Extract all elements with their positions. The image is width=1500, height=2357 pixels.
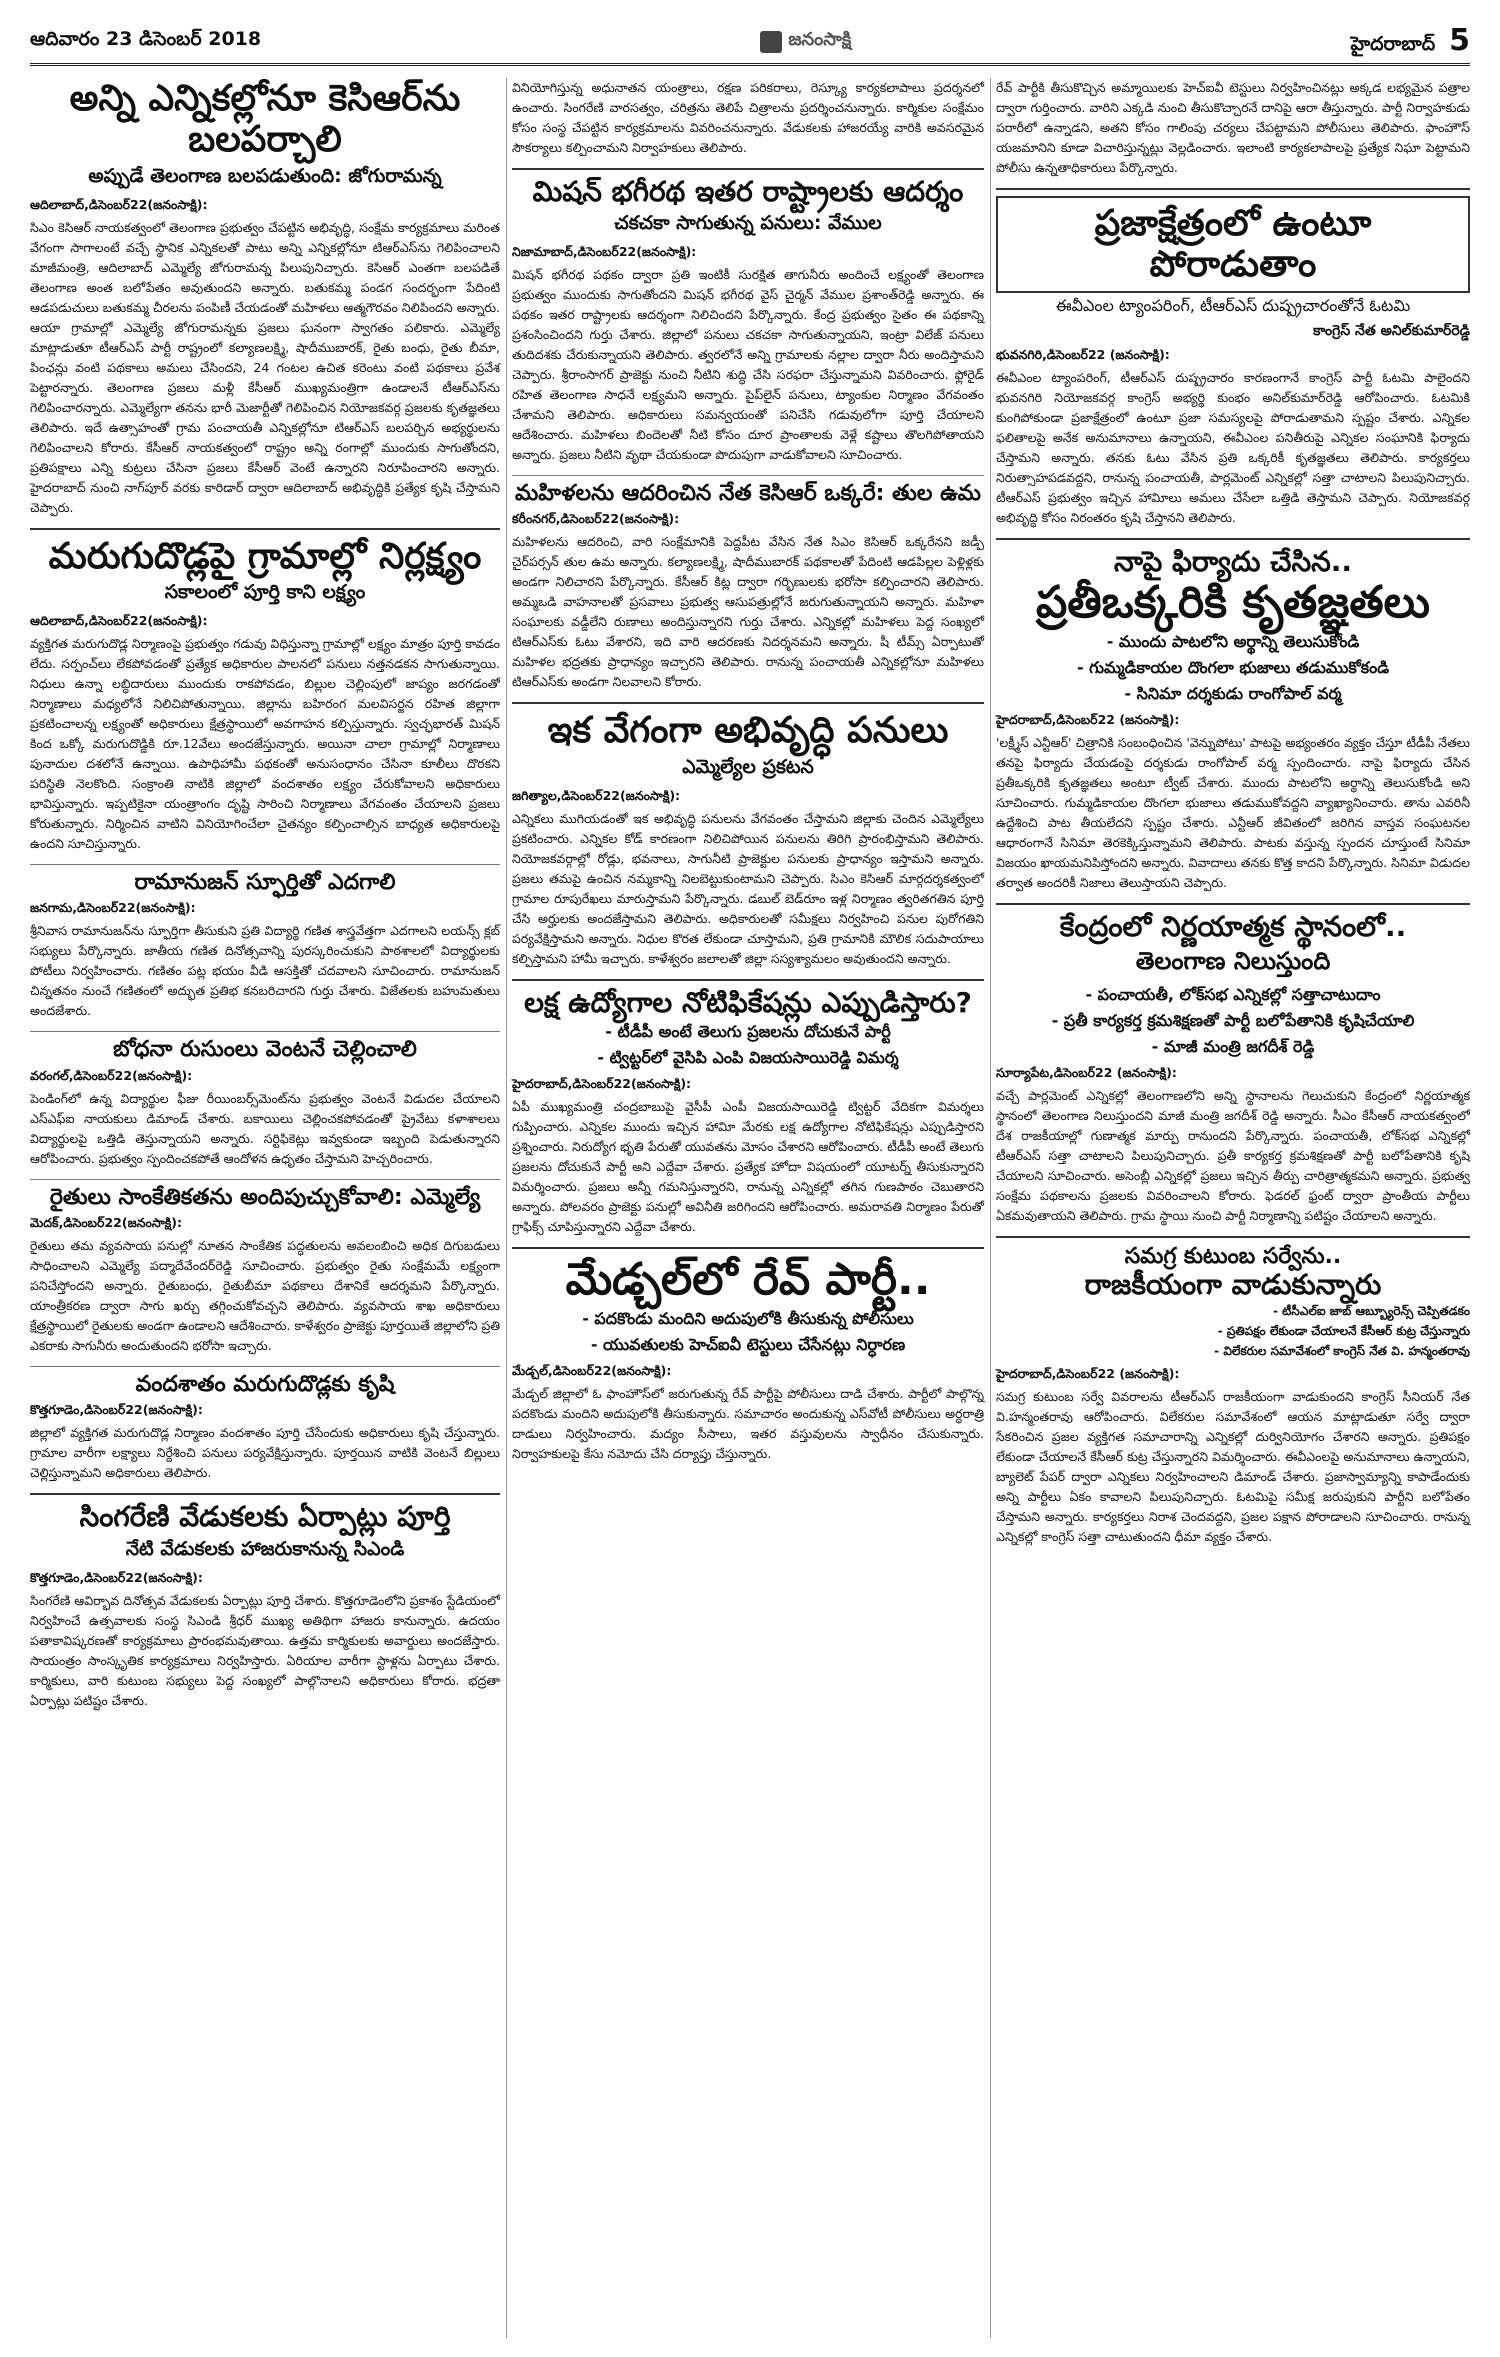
newspaper-page	[30, 20, 1470, 2340]
column-left	[30, 78, 500, 1721]
divider	[30, 1179, 500, 1180]
headline: ప్రతీఒక్కరికి కృతజ్ఞతలు	[1035, 576, 1431, 628]
dateline: జనగామ,డిసెంబర్‌22(జనంసాక్షి):	[30, 900, 196, 916]
headline-line-2: రాజకీయంగా వాడుకున్నారు	[1084, 1268, 1382, 1302]
dateline: హైదరాబాద్‌,డిసెంబర్‌22(జనంసాక్షి):	[512, 1076, 692, 1092]
column-divider	[506, 78, 507, 2338]
headline-line-1: సమగ్ర కుటుంబ సర్వేను..	[1124, 1243, 1342, 1269]
edition-city: హైదరాబాద్	[1350, 33, 1436, 55]
headline: కేంద్రంలో నిర్ణయాత్మక స్థానంలో..	[1059, 909, 1407, 943]
divider	[30, 1031, 500, 1032]
bullet-point: - టీసీఎల్‌ఐ జాబ్‌ ఆబ్బ్యూరెన్స్‌ చెప్పితడకం	[1272, 1304, 1470, 1319]
subheadline: ఎమ్మెల్యేల ప్రకటన	[682, 755, 814, 778]
article-anil-kumar-reddy	[996, 196, 1470, 528]
article-body: మేడ్చల్‌ జిల్లాలో ఓ ఫాంహౌస్‌లో జరుగుతున్న రేవ్‌ పార్టీపై పోలీసులు దాడి చేశారు. పార్టీలో పాల్గొన్న పదకొండు మందిని అదుపులోకి తీసుకున్నారు. సమాచారం అందుకున్న ఎస్‌వోటీ పోలీసులు అర్ధరాత్రి దాడులు నిర్వహించారు. మద్యం సీసాలు, ఇతర వస్తువులను స్వాధీనం చేసుకున్నారు. నిర్వాహకులపై కేసు నమోదు చేసి దర్యాప్తు చేస్తున్నారు.	[512, 1385, 984, 1461]
dateline: మెదక్‌,డిసెంబర్‌22(జనంసాక్షి):	[30, 1215, 182, 1231]
article-body: పెండింగ్‌లో ఉన్న విద్యార్థుల ఫీజు రీయింబర్స్‌మెంట్‌ను ప్రభుత్వం వెంటనే విడుదల చేయాలని ఎస్‌ఎఫ్‌ఐ నాయకులు డిమాండ్‌ చేశారు. బకాయిలు చెల్లించకపోవడంతో ప్రైవేటు కళాశాలలు విద్యార్థులపై ఒత్తిడి తెస్తున్నాయని అన్నారు. సర్టిఫికెట్లు ఇవ్వకుండా ఇబ్బంది పెడుతున్నారని ఆరోపించారు. ప్రభుత్వం స్పందించకపోతే ఆందోళన ఉధృతం చేస్తామని హెచ్చరించారు.	[30, 1090, 500, 1166]
article-body: సిఎం కెసిఆర్‌ నాయకత్వంలో తెలంగాణ ప్రభుత్వం చేపట్టిన అభివృద్ధి, సంక్షేమ కార్యక్రమాలు మరింత వేగంగా సాగాలంటే వచ్చే స్థానిక ఎన్నికలతో పాటు అన్ని ఎన్నికల్లోనూ టిఆర్‌ఎస్‌ను గెలిపించాలని మాజీమంత్రి, ఆదిలాబాద్‌ ఎమ్మెల్యే జోగురామన్న పిలుపునిచ్చారు. కెసిఆర్‌ ఎంతగా బలపడితే తెలంగాణ అంత బలోపేతం అవుతుందని అన్నారు. బతుకమ్మ పండగ సందర్భంగా పేదింటి ఆడపడుచులు బతుకమ్మ చీరలను పంపిణీ చేయడంతో మహిళలు ఆత్మగౌరవం నిలిపిందని అన్నారు. ఆయా గ్రామాల్లో ఎమ్మెల్యే జోగురామన్నకు ప్రజలు ఘనంగా స్వాగతం పలికారు. ఎమ్మెల్యే మాట్లాడుతూ టీఆర్‌ఎస్‌ పార్టీ రాష్ట్రంలో కల్యాణలక్ష్మి, షాదీముబారక్‌, రైతు బంధు, రైతు బీమా, పింఛన్లు వంటి పథకాలు అమలు చేసిందని, 24 గంటల ఉచిత కరెంటు వంటి పథకాలు ప్రవేశ పెట్టారన్నారు. తెలంగాణ ప్రజలు మళ్లీ కేసీఆర్‌ ముఖ్యమంత్రిగా ఉండాలనే టీఆర్‌ఎస్‌ను గెలిపించారన్నారు. ఎమ్మెల్యేగా తనను భారీ మెజార్టీతో గెలిపించిన నియోజకవర్గ ప్రజలకు కృతజ్ఞతలు తెలిపారు. ఇదే ఉత్సాహంతో గ్రామ పంచాయతీ ఎన్నికల్లోనూ టిఆర్‌ఎస్‌ బలపర్చిన అభ్యర్థులను గెలిపించాలని కోరారు. కేసీఆర్‌ నాయకత్వంలో రాష్ట్రం అన్ని రంగాల్లో ముందుకు సాగుతోందని, ప్రతిపక్షాలు ఎన్ని కుట్రలు చేసినా ప్రజలు కేసీఆర్‌ వెంటే ఉన్నారని నిరూపించారని అన్నారు. హైదరాబాద్‌ నుంచి నాగ్‌పూర్‌ వరకు కారిడార్‌ ద్వారా ఆదిలాబాద్‌ అభివృద్ధికి ప్రత్యేక కృషి చేస్తామని చెప్పారు.	[30, 219, 500, 515]
subheadline: సకాలంలో పూర్తి కాని లక్ష్యం	[164, 581, 366, 604]
article-body: వినియోగిస్తున్న అధునాతన యంత్రాలు, రక్షణ పరికరాలు, రెస్క్యూ కార్యకలాపాలు ప్రదర్శనలో ఉంచారు. సింగరేణి వారసత్వం, చరిత్రను తెలిపే చిత్రాలను ప్రదర్శించనున్నారు. కార్మికుల సంక్షేమం కోసం సంస్థ చేపట్టిన కార్యక్రమాలను వివరించనున్నారు. వేడుకలకు హాజరయ్యే వారికి అవసరమైన సౌకర్యాలు కల్పించామని నిర్వాహకులు తెలిపారు.	[512, 80, 984, 155]
article-jagadish-reddy	[996, 911, 1470, 1226]
bullet-point: - పంచాయతీ, లోక్‌సభ ఎన్నికల్లో సత్తాచాటుదాం	[1085, 984, 1381, 1004]
dateline: హైదరాబాద్‌,డిసెంబర్‌22 (జనంసాక్షి):	[996, 1366, 1180, 1382]
article-body: శ్రీనివాస రామానుజన్‌ను స్ఫూర్తిగా తీసుకుని ప్రతి విద్యార్థి గణిత శాస్త్రవేత్తగా ఎదగాలని లయన్స్‌ క్లబ్‌ సభ్యులు పేర్కొన్నారు. జాతీయ గణిత దినోత్సవాన్ని పురస్కరించుకుని పాఠశాలలో విద్యార్థులకు పోటీలు నిర్వహించారు. గణితం పట్ల భయం వీడి ఆసక్తితో చదవాలని సూచించారు. రామానుజన్‌ చిన్నతనం నుంచే గణితంలో అద్భుత ప్రతిభ కనబరిచారని గుర్తు చేశారు. విజేతలకు బహుమతులు అందజేశారు.	[30, 923, 500, 1019]
divider	[996, 188, 1470, 190]
bullet-point: - యువతులకు హెచ్‌ఐవీ టెస్టులు చేసేనట్లు నిర్ధారణ	[590, 1334, 906, 1354]
article-body: వ్యక్తిగత మరుగుదొడ్ల నిర్మాణంపై ప్రభుత్వం గడువు విధిస్తున్నా గ్రామాల్లో లక్ష్యం మాత్రం పూర్తి కావడం లేదు. సర్పంచ్‌లు లేకపోవడంతో ప్రత్యేక అధికారుల పాలనలో పనులు నత్తనడకన సాగుతున్నాయి. నిధులు ఉన్నా లబ్ధిదారులు ముందుకు రాకపోవడం, బిల్లుల చెల్లింపులో జాప్యం జరగడంతో నిర్మాణాలు మధ్యలోనే నిలిచిపోతున్నాయి. జిల్లాను బహిరంగ మలవిసర్జన రహిత జిల్లాగా ప్రకటించాలన్న లక్ష్యంతో అధికారులు క్షేత్రస్థాయిలో అవగాహన కల్పిస్తున్నారు. స్వచ్ఛభారత్‌ మిషన్‌ కింద ఒక్కో మరుగుదొడ్డికి రూ.12వేలు అందజేస్తున్నారు. అయినా చాలా గ్రామాల్లో నిర్మాణాలు పునాదుల దశలోనే ఉన్నాయి. ఉపాధిహామీ పథకంతో అనుసంధానం చేసినా కూలీలు దొరకని పరిస్థితి నెలకొంది. సంక్రాంతి నాటికి జిల్లాలో వందశాతం లక్ష్యం చేరుకోవాలని అధికారులు భావిస్తున్నారు. ఇప్పటికైనా యంత్రాంగం దృష్టి సారించి నిర్మాణాలు వేగవంతం చేయాలని ప్రజలు కోరుతున్నారు. నిర్మించిన వాటిని వినియోగించేలా చైతన్యం కల్పించాల్సిన బాధ్యత అధికారులపై ఉందని సూచిస్తున్నారు.	[30, 636, 500, 852]
article-job-notifications	[512, 987, 984, 1237]
dateline: నిజామాబాద్‌,డిసెంబర్‌22(జనంసాక్షి):	[512, 244, 697, 260]
bullet-point: - మాజీ మంత్రి జగదీశ్‌ రెడ్డి	[1151, 1036, 1315, 1056]
dateline: మేడ్చల్‌,డిసెంబర్‌22(జనంసాక్షి):	[512, 1362, 672, 1378]
column-middle	[512, 78, 984, 1474]
headline: రామానుజన్‌ స్ఫూర్తితో ఎదగాలి	[134, 870, 396, 896]
article-body: సమగ్ర కుటుంబ సర్వే వివరాలను టీఆర్‌ఎస్‌ రాజకీయంగా వాడుకుందని కాంగ్రెస్‌ సీనియర్‌ నేత వి.హన్మంతరావు ఆరోపించారు. విలేకరుల సమావేశంలో ఆయన మాట్లాడుతూ సర్వే ద్వారా సేకరించిన ప్రజల వ్యక్తిగత సమాచారాన్ని ఎన్నికల్లో దుర్వినియోగం చేశారని అన్నారు. ప్రతిపక్షం లేకుండా చేయాలనే కేసీఆర్‌ కుట్ర చేస్తున్నారని విమర్శించారు. ఈవీఎంలపై అనుమానాలు ఉన్నాయని, బ్యాలెట్‌ పేపర్‌ ద్వారా ఎన్నికలు నిర్వహించాలని డిమాండ్‌ చేశారు. ప్రజాస్వామ్యాన్ని కాపాడేందుకు అన్ని పార్టీలు ఏకం కావాలని పిలుపునిచ్చారు. ఓటమిపై సమీక్ష జరుపుకుని పార్టీని బలోపేతం చేస్తామని అన్నారు. కార్యకర్తలు నిరాశ చెందవద్దని, ప్రజల పక్షాన పోరాడాలని సూచించారు. రానున్న ఎన్నికల్లో కాంగ్రెస్‌ సత్తా చాటుతుందని ధీమా వ్యక్తం చేశారు.	[996, 1389, 1470, 1545]
byline: కాంగ్రెస్‌ నేత అనిల్‌కుమార్‌రెడ్డి	[1313, 322, 1470, 339]
headline: ఇక వేగంగా అభివృద్ధి పనులు	[547, 710, 949, 752]
headline: ప్రజాక్షేత్రంలో ఉంటూ పోరాడుతాం	[996, 196, 1470, 293]
headline: మేడ్చల్‌లో రేవ్‌ పార్టీ..	[565, 1254, 931, 1306]
article-continued	[512, 78, 984, 158]
divider	[30, 1493, 500, 1495]
bullet-point: - గుమ్మడికాయల దొంగలా భుజాలు తడుముకోకండి	[1076, 657, 1390, 677]
dateline: ఆదిలాబాద్‌,డిసెంబర్‌22(జనంసాక్షి):	[30, 196, 208, 212]
dateline: భువనగిరి,డిసెంబర్‌22 (జనంసాక్షి):	[996, 346, 1170, 362]
article-fees	[30, 1037, 500, 1168]
subheadline: చకచకా సాగుతున్న పనులు: వేముల	[614, 212, 882, 235]
article-body: 'లక్ష్మీస్‌ ఎన్టీఆర్‌' చిత్రానికి సంబంధించిన 'వెన్నుపోటు' పాటపై అభ్యంతరం వ్యక్తం చేస్తూ టీడీపీ నేతలు తనపై ఫిర్యాదు చేయడంపై దర్శకుడు రాంగోపాల్‌ వర్మ స్పందించారు. నాపై ఫిర్యాదు చేసిన ప్రతీఒక్కరికి కృతజ్ఞతలు అంటూ ట్వీట్‌ చేశారు. ముందు పాటలోని అర్థాన్ని తెలుసుకోండి అని సూచించారు. గుమ్మడికాయల దొంగలా భుజాలు తడుముకోవద్దని వ్యాఖ్యానించారు. తాను ఎవరినీ ఉద్దేశించి పాట తీయలేదని స్పష్టం చేశారు. ఎన్టీఆర్‌ జీవితంలో జరిగిన వాస్తవ సంఘటనల ఆధారంగానే సినిమా తెరకెక్కిస్తున్నామని తెలిపారు. పాటకు వస్తున్న స్పందన చూస్తుంటే సినిమా విజయం ఖాయమనిపిస్తోందని అన్నారు. వివాదాలు తనకు కొత్త కాదని పేర్కొన్నారు. సినిమా విడుదల తర్వాత అందరికీ నిజాలు తెలుస్తాయని చెప్పారు.	[996, 734, 1470, 890]
divider	[512, 168, 984, 170]
page-number: 5	[1449, 23, 1470, 58]
masthead-right	[1350, 23, 1470, 60]
dateline: కరీంనగర్‌,డిసెంబర్‌22(జనంసాక్షి):	[512, 511, 680, 527]
divider	[512, 1247, 984, 1249]
article-tula-uma	[512, 481, 984, 692]
bullet-point: - పదకొండు మందిని అదుపులోకి తీసుకున్న పోలీసులు	[582, 1308, 914, 1328]
issue-date: ఆదివారం 23 డిసెంబర్ 2018	[30, 28, 262, 50]
divider	[512, 702, 984, 704]
article-rgv	[996, 546, 1470, 893]
headline: అన్ని ఎన్నికల్లోనూ కెసిఆర్‌ను బలపర్చాలి	[69, 78, 461, 161]
article-body: రేవ్‌ పార్టీకి తీసుకొచ్చిన అమ్మాయిలకు హెచ్‌ఐవీ టెస్టులు నిర్వహించినట్లు అక్కడ లభ్యమైన పత్రాల ద్వారా గుర్తించారు. వారిని ఎక్కడి నుంచి తీసుకొచ్చారనే దానిపై ఆరా తీస్తున్నారు. పార్టీ నిర్వాహకుడు పరారీలో ఉన్నాడని, అతని కోసం గాలింపు చర్యలు చేపట్టామని పోలీసులు తెలిపారు. ఫాంహౌస్‌ యజమానిని కూడా విచారిస్తున్నట్లు వెల్లడించారు. ఇలాంటి కార్యకలాపాలపై ప్రత్యేక నిఘా పెట్టామని పోలీసు ఉన్నతాధికారులు పేర్కొన్నారు.	[996, 80, 1470, 175]
divider	[30, 1366, 500, 1367]
dateline: జగిత్యాల,డిసెంబర్‌22(జనంసాక్షి):	[512, 787, 681, 803]
subheadline: తెలంగాణ నిలుస్తుంది	[1135, 946, 1331, 975]
subheadline: అప్పుడే తెలంగాణ బలపడుతుంది: జోగురామన్న	[88, 164, 442, 187]
paper-logo	[760, 29, 851, 54]
subheadline: నేటి వేడుకలకు హాజరుకానున్న సిఎండి	[125, 1537, 405, 1560]
bullet-point: - ప్రతీ కార్యకర్త క్రమశిక్షణతో పార్టీ బలోపేతానికి కృషిచేయాలి	[1051, 1010, 1415, 1030]
dateline: వరంగల్‌,డిసెంబర్‌22(జనంసాక్షి):	[30, 1067, 193, 1083]
logo-mark-icon	[760, 31, 782, 53]
headline: లక్ష ఉద్యోగాల నోటిఫికేషన్లు ఎప్పుడిస్తారు?	[524, 985, 972, 1019]
article-toilets-neglect	[30, 536, 500, 854]
article-singareni	[30, 1501, 500, 1710]
article-body: వచ్చే పార్లమెంట్‌ ఎన్నికల్లో తెలంగాణలోని అన్ని స్థానాలను గెలుచుకుని కేంద్రంలో నిర్ణయాత్మక స్థానంలో తెలంగాణ నిలుస్తుందని మాజీ మంత్రి జగదీశ్‌ రెడ్డి అన్నారు. సీఎం కేసీఆర్‌ నాయకత్వంలో దేశ రాజకీయాల్లో గుణాత్మక మార్పు రానుందని పేర్కొన్నారు. పంచాయతీ, లోక్‌సభ ఎన్నికల్లో టీఆర్‌ఎస్‌ సత్తా చాటాలని పిలుపునిచ్చారు. ప్రతీ కార్యకర్త క్రమశిక్షణతో పార్టీ బలోపేతానికి కృషి చేయాలని సూచించారు. అసెంబ్లీ ఎన్నికల్లో ప్రజలు ఇచ్చిన తీర్పు చారిత్రాత్మకమని అన్నారు. ప్రభుత్వ సంక్షేమ పథకాలను ప్రజలకు వివరించాలని కోరారు. ఫెడరల్‌ ఫ్రంట్‌ ద్వారా ప్రాంతీయ పార్టీలు ఏకమవుతాయని తెలిపారు. గ్రామ స్థాయి నుంచి పార్టీ నిర్మాణాన్ని పటిష్టం చేయాలని అన్నారు.	[996, 1087, 1470, 1223]
dateline: ఆదిలాబాద్‌,డిసెంబర్‌22(జనంసాక్షి):	[30, 613, 208, 629]
divider	[30, 864, 500, 865]
divider	[996, 538, 1470, 540]
dateline: కొత్తగూడెం,డిసెంబర్‌22(జనంసాక్షి):	[30, 1402, 203, 1418]
headline: మరుగుదొడ్లపై గ్రామాల్లో నిర్లక్ష్యం	[48, 535, 482, 577]
bullet-point: - విలేకరుల సమావేశంలో కాంగ్రెస్‌ నేత వి. హన్మంతరావు	[1214, 1344, 1470, 1359]
article-farmers-technology	[30, 1185, 500, 1356]
paper-name: జనంసాక్షి	[788, 29, 852, 50]
bullet-point: - సినిమా దర్శకుడు రాంగోపాల్‌ వర్మ	[1124, 683, 1342, 703]
article-continued	[996, 78, 1470, 178]
article-body: మహిళలను ఆదరించి, వారి సంక్షేమానికి పెద్దపీట వేసిన నేత సిఎం కెసిఆర్‌ ఒక్కరేనని జడ్పీ చైర్‌పర్సన్‌ తుల ఉమ అన్నారు. కల్యాణలక్ష్మి, షాదీముబారక్‌ పథకాలతో పేదింటి ఆడపిల్లల పెళ్లిళ్లకు అండగా నిలిచారని పేర్కొన్నారు. కేసీఆర్‌ కిట్ల ద్వారా గర్భిణులకు భరోసా కల్పించారని తెలిపారు. అమ్మఒడి వాహనాలతో ప్రసవాలు ప్రభుత్వ ఆసుపత్రుల్లోనే జరుగుతున్నాయని అన్నారు. మహిళా సంఘాలకు వడ్డీలేని రుణాలు అందిస్తున్నారని గుర్తు చేశారు. ఎన్నికల్లో మహిళలు పెద్ద సంఖ్యలో టిఆర్‌ఎస్‌కు ఓటు వేశారని, ఇది వారి ఆదరణకు నిదర్శనమని అన్నారు. షీ టీమ్స్‌ ఏర్పాటుతో మహిళల భద్రతకు ప్రాధాన్యం ఇచ్చారని తెలిపారు. రానున్న పంచాయతీ ఎన్నికల్లోనూ మహిళలు టిఆర్‌ఎస్‌కు అండగా నిలవాలని కోరారు.	[512, 534, 984, 690]
dateline: సూర్యాపేట,డిసెంబర్‌22 (జనంసాక్షి):	[996, 1064, 1177, 1080]
bullet-point: - ప్రతిపక్షం లేకుండా చేయాలనే కేసీఆర్‌ కుట్ర చేస్తున్నారు	[1217, 1324, 1470, 1339]
article-development-works	[512, 710, 984, 968]
article-body: మిషన్‌ భగీరథ పథకం ద్వారా ప్రతి ఇంటికీ సురక్షిత తాగునీరు అందించే లక్ష్యంతో తెలంగాణ ప్రభుత్వం ముందుకు సాగుతోందని మిషన్‌ భగీరథ వైస్‌ చైర్మన్‌ వేముల ప్రశాంత్‌రెడ్డి అన్నారు. ఈ పథకం ఇతర రాష్ట్రాలకు ఆదర్శంగా నిలిచిందని పేర్కొన్నారు. కేంద్ర ప్రభుత్వం సైతం ఈ పథకాన్ని ప్రశంసించిందని గుర్తు చేశారు. జిల్లాలో పనులు చకచకా సాగుతున్నాయని, ఇంట్రా విలేజ్‌ పనులు తుదిదశకు చేరుకున్నాయని తెలిపారు. త్వరలోనే అన్ని గ్రామాలకు నల్లాల ద్వారా నీరు అందిస్తామని చెప్పారు. శ్రీరాంసాగర్‌ ప్రాజెక్టు నుంచి నీటిని శుద్ధి చేసి సరఫరా చేస్తున్నామని వివరించారు. ఫ్లోరైడ్‌ రహిత తెలంగాణ సాధనే లక్ష్యమని అన్నారు. పైప్‌లైన్‌ పనులు, ట్యాంకుల నిర్మాణం వేగవంతం చేశామని తెలిపారు. అధికారులు సమన్వయంతో పనిచేసి గడువులోగా పూర్తి చేయాలని ఆదేశించారు. మహిళలు బిందెలతో నీటి కోసం దూర ప్రాంతాలకు వెళ్లే కష్టాలు తొలగిపోతాయని అన్నారు. ప్రజలు నీటిని వృథా చేయకుండా పొదుపుగా వాడుకోవాలని సూచించారు.	[512, 267, 984, 463]
bullet-point: - ట్విట్టర్‌లో వైసిపి ఎంపి విజయసాయిరెడ్డి విమర్శ	[597, 1048, 899, 1068]
dateline: కొత్తగూడెం,డిసెంబర్‌22(జనంసాక్షి):	[30, 1569, 203, 1585]
column-divider	[990, 78, 991, 2338]
headline: మిషన్‌ భగీరథ ఇతర రాష్ట్రాలకు ఆదర్శం	[532, 175, 964, 208]
headline: మహిళలను ఆదరించిన నేత కెసిఆర్‌ ఒక్కరే: తుల ఉమ	[515, 481, 981, 507]
article-body: జిల్లాలో వ్యక్తిగత మరుగుదొడ్ల నిర్మాణం వందశాతం పూర్తి చేసేందుకు అధికారులు కృషి చేస్తున్నారు. గ్రామాల వారీగా లక్ష్యాలు నిర్దేశించి పనులు పర్యవేక్షిస్తున్నారు. పూర్తయిన వాటికి వెంటనే బిల్లులు చెల్లిస్తున్నామని అధికారులు తెలిపారు.	[30, 1425, 500, 1481]
article-body: సింగరేణి ఆవిర్భావ దినోత్సవ వేడుకలకు ఏర్పాట్లు పూర్తి చేశారు. కొత్తగూడెంలోని ప్రకాశం స్టేడియంలో నిర్వహించే ఉత్సవాలకు సంస్థ సిఎండి శ్రీధర్‌ ముఖ్య అతిథిగా హాజరు కానున్నారు. ఉదయం పతాకావిష్కరణతో కార్యక్రమాలు ప్రారంభమవుతాయి. ఉత్తమ కార్మికులకు అవార్డులు అందజేస్తారు. సాయంత్రం సాంస్కృతిక కార్యక్రమాలు నిర్వహిస్తారు. ఏరియాల వారీగా స్టాళ్లను ఏర్పాటు చేశారు. కార్మికులు, వారి కుటుంబ సభ్యులు పెద్ద సంఖ్యలో పాల్గొనాలని అధికారులు కోరారు. భద్రతా ఏర్పాట్లు పటిష్టం చేశారు.	[30, 1592, 500, 1708]
article-jogu-ramanna	[30, 78, 500, 518]
masthead	[30, 20, 1470, 66]
article-body: ఏపీ ముఖ్యమంత్రి చంద్రబాబుపై వైసీపీ ఎంపీ విజయసాయిరెడ్డి ట్విట్టర్‌ వేదికగా విమర్శలు గుప్పించారు. ఎన్నికల ముందు ఇచ్చిన హావిూ మేరకు లక్ష ఉద్యోగాల నోటిఫికేషన్లు ఎప్పుడిస్తారని ప్రశ్నించారు. నిరుద్యోగ భృతి పేరుతో యువతను మోసం చేశారని ఆరోపించారు. టీడీపీ అంటే తెలుగు ప్రజలను దోచుకునే పార్టీ అని ఎద్దేవా చేశారు. ప్రత్యేక హోదా విషయంలో యూటర్న్‌ తీసుకున్నారని విమర్శించారు. ప్రజలు అన్నీ గమనిస్తున్నారని, రానున్న ఎన్నికల్లో తగిన గుణపాఠం చెబుతారని అన్నారు. పోలవరం ప్రాజెక్టు పనుల్లో అవినీతి జరిగిందని ఆరోపించారు. అమరావతి నిర్మాణం పేరుతో గ్రాఫిక్స్‌ చూపిస్తున్నారని ఎద్దేవా చేశారు.	[512, 1099, 984, 1235]
article-body: ఎన్నికలు ముగియడంతో ఇక అభివృద్ధి పనులను వేగవంతం చేస్తామని జిల్లాకు చెందిన ఎమ్మెల్యేలు ప్రకటించారు. ఎన్నికల కోడ్‌ కారణంగా నిలిచిపోయిన పనులను తిరిగి ప్రారంభిస్తామని తెలిపారు. నియోజకవర్గాల్లో రోడ్లు, భవనాలు, సాగునీటి ప్రాజెక్టుల పనులకు ప్రాధాన్యం ఇస్తామని అన్నారు. ప్రజలు తమపై ఉంచిన నమ్మకాన్ని నిలబెట్టుకుంటామని చెప్పారు. సిఎం కెసిఆర్‌ మార్గదర్శకత్వంలో గ్రామాల రూపురేఖలు మారుస్తామని పేర్కొన్నారు. డబుల్‌ బెడ్‌రూం ఇళ్ల నిర్మాణం త్వరితగతిన పూర్తి చేసి అర్హులకు అందజేస్తామని తెలిపారు. అధికారులతో సమీక్షలు నిర్వహించి పనుల పురోగతిని పర్యవేక్షిస్తామని అన్నారు. నిధుల కొరత లేకుండా చూస్తామని, ప్రతి గ్రామానికి మౌలిక సదుపాయాలు కల్పిస్తామని హామీ ఇచ్చారు. కాళేశ్వరం జలాలతో జిల్లా సస్యశ్యామలం అవుతుందని అన్నారు.	[512, 810, 984, 966]
article-vh-survey	[996, 1244, 1470, 1547]
headline: రైతులు సాంకేతికతను అందిపుచ్చుకోవాలి: ఎమ్మెల్యే	[49, 1184, 481, 1210]
dateline: హైదరాబాద్‌,డిసెంబర్‌22 (జనంసాక్షి):	[996, 711, 1180, 727]
article-ramanujan	[30, 870, 500, 1021]
article-hundred-percent	[30, 1372, 500, 1483]
headline: బోధనా రుసుంలు వెంటనే చెల్లించాలి	[113, 1037, 417, 1063]
divider	[512, 979, 984, 981]
article-body: ఈవీఎంల ట్యాంపరింగ్‌, టీఆర్‌ఎస్‌ దుష్ప్రచారం కారణంగానే కాంగ్రెస్‌ పార్టీ ఓటమి పాలైందని భువనగిరి నియోజకవర్గ కాంగ్రెస్‌ అభ్యర్థి కుంభం అనిల్‌కుమార్‌రెడ్డి ఆరోపించారు. ఓటమికి కుంగిపోకుండా ప్రజాక్షేత్రంలో ఉంటూ ప్రజా సమస్యలపై పోరాడుతామని స్పష్టం చేశారు. ఎన్నికల ఫలితాలపై అనేక అనుమానాలు ఉన్నాయని, ఈవీఎంల పనితీరుపై ఎన్నికల సంఘానికి ఫిర్యాదు చేస్తామని అన్నారు. తనకు ఓటు వేసిన ప్రతి ఒక్కరికీ కృతజ్ఞతలు తెలిపారు. కార్యకర్తలు నిరుత్సాహపడవద్దని, రానున్న పంచాయతీ, పార్లమెంట్‌ ఎన్నికల్లో సత్తా చాటాలని పిలుపునిచ్చారు. టీఆర్‌ఎస్‌ ప్రభుత్వం ఇచ్చిన హావిూలు అమలు చేసేలా ఒత్తిడి తెస్తామని చెప్పారు. నియోజకవర్గ అభివృద్ధి కోసం నిరంతరం కృషి చేస్తానని తెలిపారు.	[996, 369, 1470, 525]
subheadline: ఈవీఎంల ట్యాంపరింగ్‌, టీఆర్‌ఎస్‌ దుష్ప్రచారంతోనే ఓటమి	[1055, 295, 1411, 315]
bullet-point: - టీడీపీ అంటే తెలుగు ప్రజలను దోచుకునే పార్టీ	[605, 1022, 891, 1042]
kicker: నాపై ఫిర్యాదు చేసిన..	[1113, 544, 1353, 578]
bullet-point: - ముందు పాటలోని అర్థాన్ని తెలుసుకోండి	[1106, 631, 1360, 651]
divider	[996, 1236, 1470, 1238]
article-rave-party	[512, 1255, 984, 1464]
column-right	[996, 78, 1470, 1557]
divider	[996, 903, 1470, 905]
divider	[30, 528, 500, 530]
headline: సింగరేణి వేడుకలకు ఏర్పాట్లు పూర్తి	[79, 1500, 451, 1534]
headline: వందశాతం మరుగుదొడ్లకు కృషి	[135, 1372, 395, 1398]
article-mission-bhagiratha	[512, 176, 984, 465]
divider	[512, 475, 984, 476]
article-body: రైతులు తమ వ్యవసాయ పనుల్లో నూతన సాంకేతిక పద్ధతులను అవలంబించి అధిక దిగుబడులు సాధించాలని ఎమ్మెల్యే పద్మాదేవేందర్‌రెడ్డి సూచించారు. ప్రభుత్వం రైతు సంక్షేమమే లక్ష్యంగా పనిచేస్తోందని అన్నారు. రైతుబంధు, రైతుబీమా పథకాలు దేశానికే ఆదర్శమని పేర్కొన్నారు. యాంత్రీకరణ ద్వారా సాగు ఖర్చు తగ్గించుకోవచ్చని తెలిపారు. వ్యవసాయ శాఖ అధికారులు క్షేత్రస్థాయిలో రైతులకు అండగా ఉండాలని ఆదేశించారు. కాళేశ్వరం ప్రాజెక్టు పూర్తయితే జిల్లాలోని ప్రతి ఎకరాకు సాగునీరు అందుతుందని భరోసా ఇచ్చారు.	[30, 1238, 500, 1354]
